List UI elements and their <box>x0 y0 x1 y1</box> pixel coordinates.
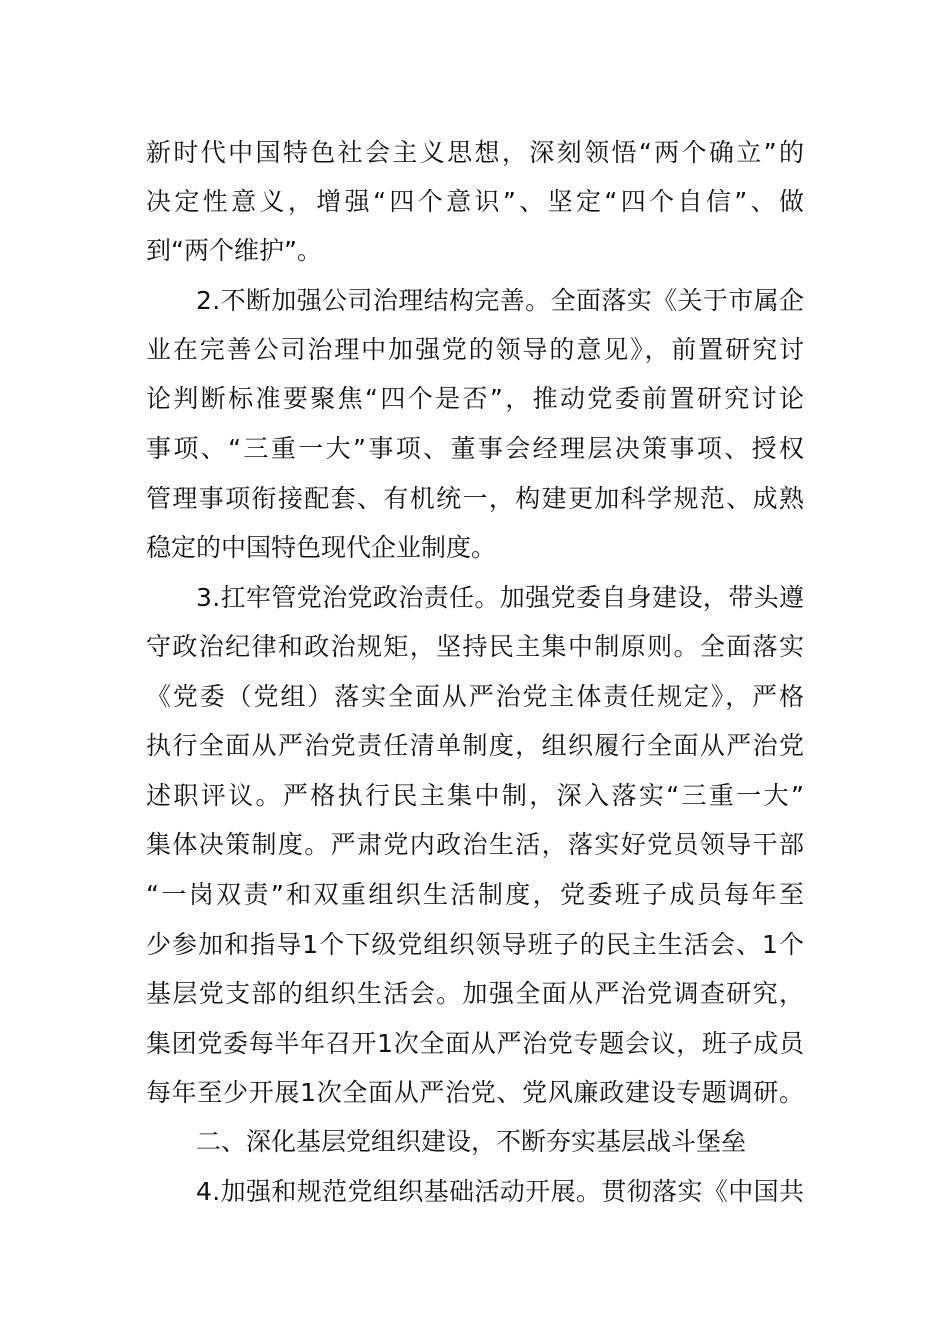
line-text: 2.不断加强公司治理结构完善。全面落实《关于市属企 <box>196 286 805 315</box>
line-text: 守政治纪律和政治规矩，坚持民主集中制原则。全面落实 <box>146 632 806 661</box>
line-text: 集体决策制度。严肃党内政治生活，落实好党员领导干部 <box>146 830 806 859</box>
text-line <box>0 528 950 568</box>
line-text: 每年至少开展1次全面从严治党、党风廉政建设专题调研。 <box>146 1078 805 1107</box>
line-text: 事项、“三重一大”事项、董事会经理层决策事项、授权 <box>146 434 807 463</box>
text-line <box>0 925 950 965</box>
line-text: 二、深化基层党组织建设，不断夯实基层战斗堡垒 <box>196 1127 747 1156</box>
line-text: 论判断标准要聚焦“四个是否”，推动党委前置研究讨论 <box>146 384 807 413</box>
text-line <box>0 379 950 419</box>
text-line <box>0 726 950 766</box>
line-text: 集团党委每半年召开1次全面从严治党专题会议，班子成员 <box>146 1029 805 1058</box>
text-line <box>0 627 950 667</box>
text-line <box>0 231 950 271</box>
text-line <box>0 1024 950 1064</box>
line-text: 述职评议。严格执行民主集中制，深入落实“三重一大” <box>146 781 807 810</box>
line-text: 管理事项衔接配套、有机统一，构建更加科学规范、成熟 <box>146 484 806 513</box>
line-text: 到“两个维护”。 <box>146 236 322 265</box>
text-line <box>0 578 950 618</box>
line-text: 稳定的中国特色现代企业制度。 <box>146 533 497 562</box>
line-text: 执行全面从严治党责任清单制度，组织履行全面从严治党 <box>146 731 806 760</box>
text-line <box>0 825 950 865</box>
text-line <box>0 974 950 1014</box>
line-text: 《党委（党组）落实全面从严治党主体责任规定》，严格 <box>146 682 806 711</box>
line-text: 少参加和指导1个下级党组织领导班子的民主生活会、1个 <box>146 930 806 959</box>
text-line <box>0 776 950 816</box>
text-line <box>0 281 950 321</box>
line-text: 4.加强和规范党组织基础活动开展。贯彻落实《中国共 <box>196 1177 805 1206</box>
text-line <box>0 479 950 519</box>
line-text: 新时代中国特色社会主义思想，深刻领悟“两个确立”的 <box>146 138 807 167</box>
text-line <box>0 330 950 370</box>
line-text: 基层党支部的组织生活会。加强全面从严治党调查研究， <box>146 979 806 1008</box>
text-line <box>0 677 950 717</box>
text-line <box>0 182 950 222</box>
text-line <box>0 133 950 173</box>
line-text: 3.扛牢管党治党政治责任。加强党委自身建设，带头遵 <box>196 583 805 612</box>
line-text: “一岗双责”和双重组织生活制度，党委班子成员每年至 <box>146 880 807 909</box>
text-line <box>0 1073 950 1113</box>
section-heading <box>0 1122 950 1162</box>
text-line <box>0 1172 950 1212</box>
text-line <box>0 429 950 469</box>
text-line <box>0 875 950 915</box>
line-text: 决定性意义，增强“四个意识”、坚定“四个自信”、做 <box>146 187 808 216</box>
line-text: 业在完善公司治理中加强党的领导的意见》，前置研究讨 <box>146 335 806 364</box>
